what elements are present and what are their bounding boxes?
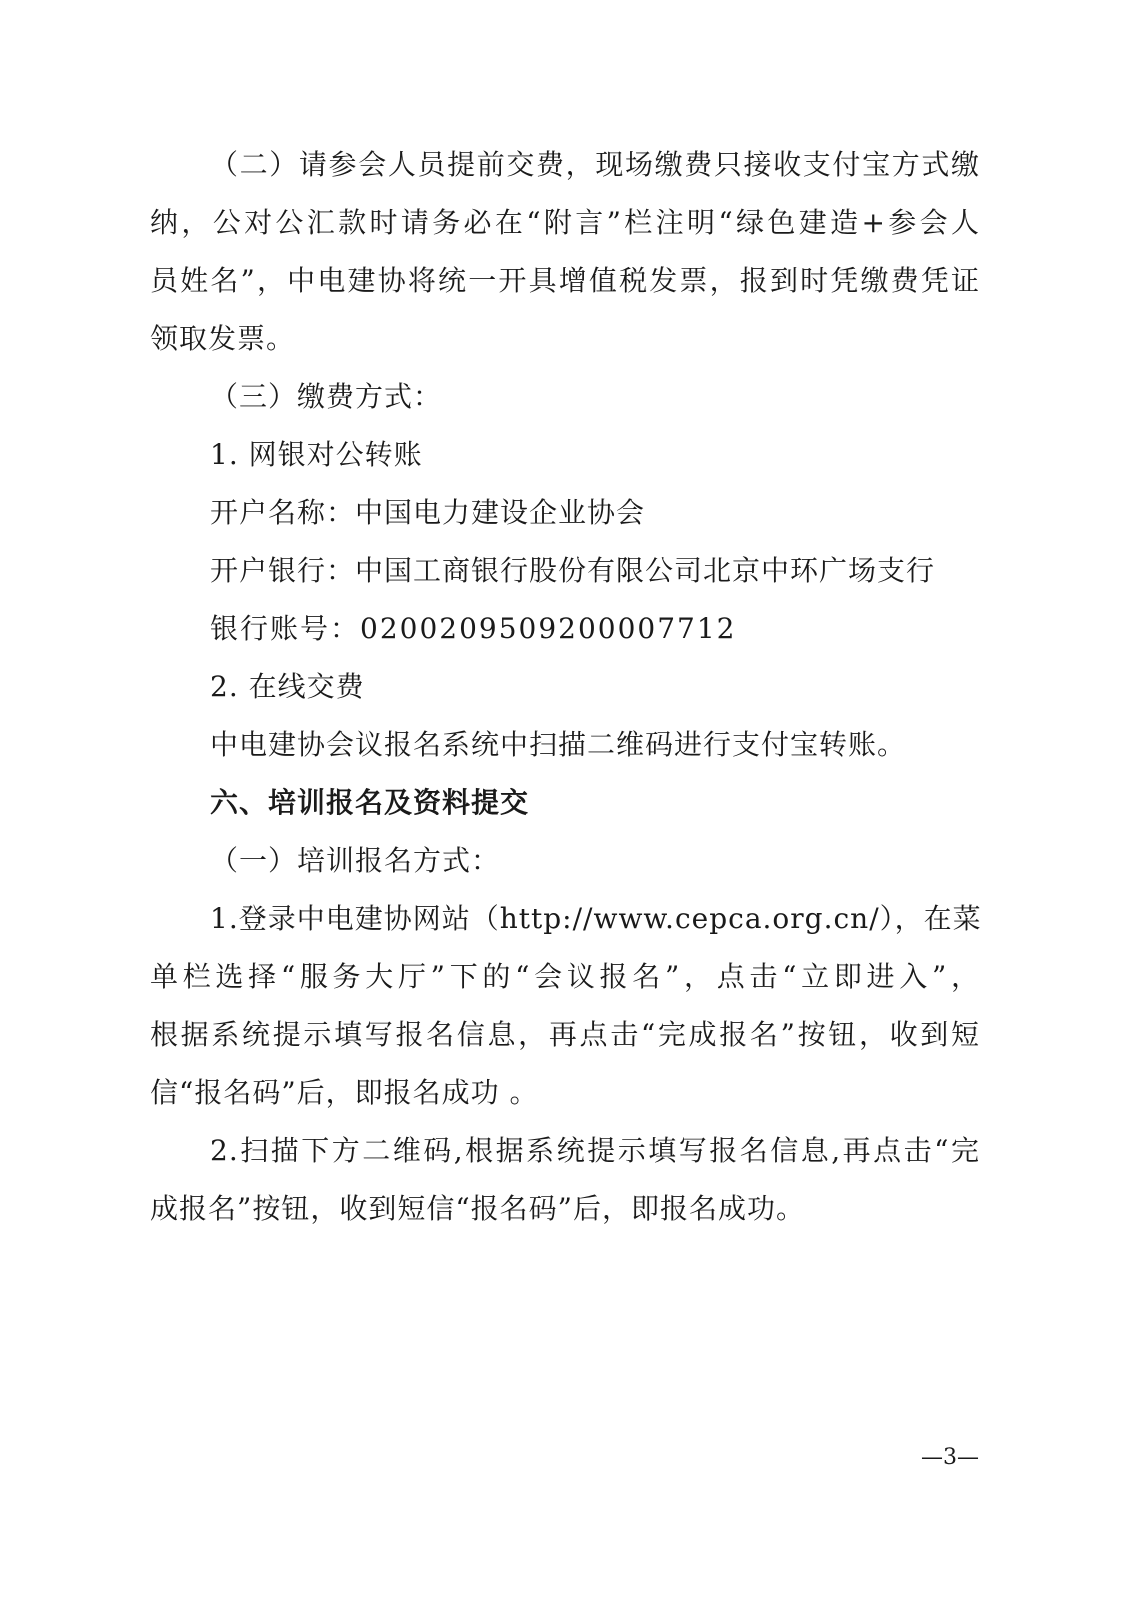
- paragraph-line: 单栏选择“服务大厅”下的“会议报名”，点击“立即进入”，: [150, 960, 980, 993]
- paragraph-line: 员姓名”，中电建协将统一开具增值税发票，报到时凭缴费凭证: [150, 264, 980, 297]
- paragraph-line: 2.扫描下方二维码,根据系统提示填写报名信息,再点击“完: [210, 1134, 980, 1167]
- section-subheading: （三）缴费方式：: [210, 380, 443, 413]
- page-number: —3—: [921, 1445, 979, 1470]
- section-subheading: （一）培训报名方式：: [210, 844, 501, 877]
- paragraph-line: （二）请参会人员提前交费，现场缴费只接收支付宝方式缴: [210, 148, 980, 181]
- account-number-line: 银行账号：0200209509200007712: [210, 612, 737, 645]
- paragraph-line: 纳，公对公汇款时请务必在“附言”栏注明“绿色建造+参会人: [150, 206, 980, 239]
- list-item-heading: 2. 在线交费: [210, 670, 365, 703]
- paragraph-line: 1.登录中电建协网站（http://www.cepca.org.cn/），在菜: [210, 902, 982, 935]
- list-item-heading: 1. 网银对公转账: [210, 438, 423, 471]
- paragraph-line: 中电建协会议报名系统中扫描二维码进行支付宝转账。: [210, 728, 907, 761]
- paragraph-line: 成报名”按钮，收到短信“报名码”后，即报名成功。: [150, 1192, 805, 1225]
- section-heading: 六、培训报名及资料提交: [210, 786, 530, 819]
- account-name-line: 开户名称：中国电力建设企业协会: [210, 496, 646, 529]
- paragraph-line: 信“报名码”后，即报名成功 。: [150, 1076, 539, 1109]
- paragraph-line: 根据系统提示填写报名信息，再点击“完成报名”按钮，收到短: [150, 1018, 980, 1051]
- paragraph-line: 领取发票。: [150, 322, 296, 355]
- bank-name-line: 开户银行：中国工商银行股份有限公司北京中环广场支行: [210, 554, 936, 587]
